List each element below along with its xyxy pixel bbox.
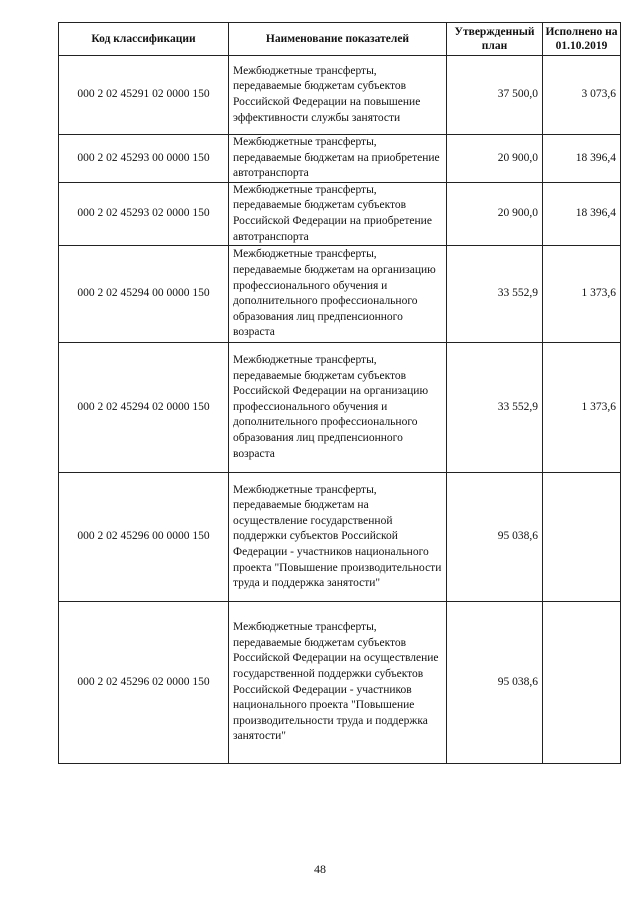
executed-value: 18 396,4 bbox=[543, 135, 621, 183]
executed-value: 1 373,6 bbox=[543, 343, 621, 473]
indicator-name: Межбюджетные трансферты, передаваемые бюджетам субъектов Российской Федерации на осуществление государственной поддержки субъектов Российской Федерации - участников национального проекта "Повышение производительности труда и поддержка занятости" bbox=[229, 602, 447, 764]
table-row bbox=[59, 135, 621, 183]
header-executed: Исполнено на 01.10.2019 bbox=[543, 23, 621, 56]
classification-code: 000 2 02 45296 02 0000 150 bbox=[59, 602, 229, 764]
table-row bbox=[59, 473, 621, 602]
approved-plan: 33 552,9 bbox=[447, 343, 543, 473]
classification-code: 000 2 02 45293 00 0000 150 bbox=[59, 135, 229, 183]
table-row bbox=[59, 182, 621, 245]
approved-plan: 37 500,0 bbox=[447, 56, 543, 135]
header-code: Код классификации bbox=[59, 23, 229, 56]
indicator-name: Межбюджетные трансферты, передаваемые бюджетам на осуществление государственной поддержки субъектов Российской Федерации - участников национального проекта "Повышение производительности труда и поддержка занятости" bbox=[229, 473, 447, 602]
page-number: 48 bbox=[314, 862, 326, 876]
executed-value: 3 073,6 bbox=[543, 56, 621, 135]
header-row bbox=[59, 23, 621, 56]
indicator-name: Межбюджетные трансферты, передаваемые бюджетам субъектов Российской Федерации на приобретение автотранспорта bbox=[229, 182, 447, 245]
approved-plan: 95 038,6 bbox=[447, 473, 543, 602]
approved-plan: 33 552,9 bbox=[447, 246, 543, 343]
header-name: Наименование показателей bbox=[229, 23, 447, 56]
indicator-name: Межбюджетные трансферты, передаваемые бюджетам на организацию профессионального обучения и дополнительного профессионального образования лиц предпенсионного возраста bbox=[229, 246, 447, 343]
executed-value bbox=[543, 473, 621, 602]
table-row bbox=[59, 246, 621, 343]
classification-code: 000 2 02 45294 00 0000 150 bbox=[59, 246, 229, 343]
classification-code: 000 2 02 45293 02 0000 150 bbox=[59, 182, 229, 245]
executed-value: 18 396,4 bbox=[543, 182, 621, 245]
classification-code: 000 2 02 45291 02 0000 150 bbox=[59, 56, 229, 135]
indicator-name: Межбюджетные трансферты, передаваемые бюджетам субъектов Российской Федерации на повышение эффективности службы занятости bbox=[229, 56, 447, 135]
indicator-name: Межбюджетные трансферты, передаваемые бюджетам на приобретение автотранспорта bbox=[229, 135, 447, 183]
approved-plan: 95 038,6 bbox=[447, 602, 543, 764]
table-row bbox=[59, 602, 621, 764]
table-row bbox=[59, 56, 621, 135]
executed-value bbox=[543, 602, 621, 764]
executed-value: 1 373,6 bbox=[543, 246, 621, 343]
indicator-name: Межбюджетные трансферты, передаваемые бюджетам субъектов Российской Федерации на организацию профессионального обучения и дополнительного профессионального образования лиц предпенсионного возраста bbox=[229, 343, 447, 473]
header-plan: Утвержденный план bbox=[447, 23, 543, 56]
approved-plan: 20 900,0 bbox=[447, 135, 543, 183]
classification-code: 000 2 02 45296 00 0000 150 bbox=[59, 473, 229, 602]
budget-table bbox=[58, 22, 621, 764]
approved-plan: 20 900,0 bbox=[447, 182, 543, 245]
classification-code: 000 2 02 45294 02 0000 150 bbox=[59, 343, 229, 473]
table-row bbox=[59, 343, 621, 473]
